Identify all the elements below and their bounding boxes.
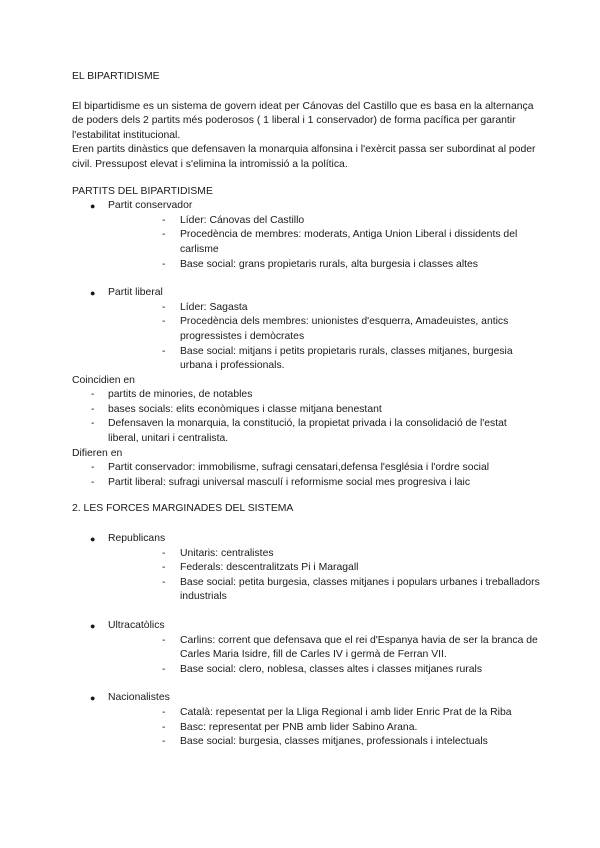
list-item [72, 417, 540, 446]
list-item [144, 576, 540, 605]
list-item [144, 301, 540, 316]
list-item [144, 547, 540, 562]
list-item [144, 706, 540, 721]
section-heading-forces: 2. LES FORCES MARGINADES DEL SISTEMA [72, 503, 294, 515]
list-item-text: Federals: descentralitzats Pi i Maragall [180, 562, 359, 574]
bullet-icon: ● [90, 288, 96, 299]
list-item [144, 663, 540, 678]
coincide-label: Coincidien en [72, 374, 135, 386]
dash-icon: - [91, 418, 95, 430]
dash-icon: - [162, 547, 166, 559]
sublist [144, 214, 540, 272]
section-heading-partits: PARTITS DEL BIPARTIDISME [72, 185, 213, 197]
group-name: Ultracatòlics [108, 620, 165, 631]
dash-icon: - [162, 229, 166, 241]
spacer [72, 677, 540, 691]
list-item-text: Defensaven la monarquia, la constitució, la propietat privada i la consolidació de l'estat liberal, unitari i centralista. [108, 418, 507, 445]
dash-icon: - [91, 476, 95, 488]
intro-paragraph-1: El bipartidisme es un sistema de govern ideat per Cánovas del Castillo que es basa en la alternança de poders dels 2 partits més poderosos ( 1 liberal i 1 conservador) de forma pacífica per garantir l'estabilitat institucional. [72, 100, 534, 141]
list-item-ultracatolics [72, 619, 540, 677]
list-item-text: partits de minories, de notables [108, 389, 253, 401]
intro-paragraph-2: Eren partits dinàstics que defensaven la monarquia alfonsina i l'exèrcit passa ser subordinat al poder civil. Pressupost elevat i s'elimina la intromissió a la política. [72, 144, 536, 170]
bullet-icon: ● [90, 693, 96, 704]
bullet-icon: ● [90, 201, 96, 212]
parties-list [72, 199, 540, 374]
list-item-text: Base social: mitjans i petits propietaris rurals, classes mitjanes, burgesia urbana i professionals. [180, 345, 513, 372]
differ-list [72, 461, 540, 490]
list-item-text: Líder: Cánovas del Castillo [180, 214, 305, 226]
list-item-text: Partit liberal: sufragi universal masculí i reformisme social mes progresiva i laic [108, 476, 471, 488]
dash-icon: - [162, 301, 166, 313]
list-item-text: Català: repesentat per la Lliga Regional i amb lider Enric Prat de la Riba [180, 706, 512, 718]
list-item-text: Base social: grans propietaris rurals, alta burgesia i classes altes [180, 258, 479, 270]
forces-list [72, 532, 540, 750]
list-item [144, 258, 540, 273]
party-name: Partit conservador [108, 200, 193, 212]
list-item [144, 634, 540, 663]
group-name: Nacionalistes [108, 692, 170, 704]
document-title: EL BIPARTIDISME [72, 71, 160, 82]
differ-label: Difieren en [72, 447, 123, 459]
list-item-partit-conservador [72, 199, 540, 272]
list-item [72, 403, 540, 418]
dash-icon: - [162, 736, 166, 748]
list-item [144, 735, 540, 750]
list-item-text: Procedència de membres: moderats, Antiga Union Liberal i dissidents del carlisme [180, 229, 518, 255]
dash-icon: - [162, 562, 166, 574]
list-item-text: Basc: representat per PNB amb lider Sabino Arana. [180, 721, 418, 733]
list-item-text: Unitaris: centralistes [180, 547, 274, 559]
list-item-text: Base social: petita burgesia, classes mitjanes i populars urbanes i treballadors industrials [180, 576, 540, 603]
list-item-text: Partit conservador: immobilisme, sufragi censatari,defensa l'església i l'ordre social [108, 462, 490, 474]
sublist [144, 706, 540, 750]
dash-icon: - [162, 214, 166, 226]
list-item-partit-liberal [72, 286, 540, 374]
dash-icon: - [162, 316, 166, 328]
list-item-text: Carlins: corrent que defensava que el rei d'Espanya havia de ser la branca de Carles Maria Isidre, fill de Carles IV i germà de Ferran VII. [180, 634, 538, 661]
dash-icon: - [91, 389, 95, 401]
list-item [144, 345, 540, 374]
dash-icon: - [162, 663, 166, 675]
dash-icon: - [162, 706, 166, 718]
group-name: Republicans [108, 533, 166, 545]
coincide-list [72, 388, 540, 446]
dash-icon: - [162, 721, 166, 733]
list-item [72, 461, 540, 476]
sublist [144, 547, 540, 605]
list-item [144, 214, 540, 229]
spacer [72, 272, 540, 286]
dash-icon: - [91, 403, 95, 415]
dash-icon: - [162, 576, 166, 588]
list-item-text: bases socials: elits econòmiques i classe mitjana benestant [108, 403, 382, 415]
list-item [72, 476, 540, 491]
list-item-text: Base social: burgesia, classes mitjanes, professionals i intelectuals [180, 736, 488, 748]
list-item [72, 388, 540, 403]
party-name: Partit liberal [108, 287, 163, 299]
bullet-icon: ● [90, 621, 96, 631]
list-item-text: Líder: Sagasta [180, 301, 248, 313]
list-item [144, 561, 540, 576]
sublist [144, 301, 540, 374]
list-item [144, 315, 540, 344]
sublist [144, 634, 540, 678]
dash-icon: - [91, 462, 95, 474]
dash-icon: - [162, 258, 166, 270]
list-item-nacionalistes [72, 691, 540, 749]
list-item-republicans [72, 532, 540, 605]
list-item [144, 721, 540, 736]
list-item-text: Procedència dels membres: unionistes d'esquerra, Amadeuistes, antics progressistes i demòcrates [180, 316, 509, 342]
spacer [72, 605, 540, 619]
list-item-text: Base social: clero, noblesa, classes altes i classes mitjanes rurals [180, 663, 483, 675]
bullet-icon: ● [90, 534, 96, 545]
dash-icon: - [162, 634, 166, 646]
dash-icon: - [162, 345, 166, 357]
list-item [144, 228, 540, 257]
